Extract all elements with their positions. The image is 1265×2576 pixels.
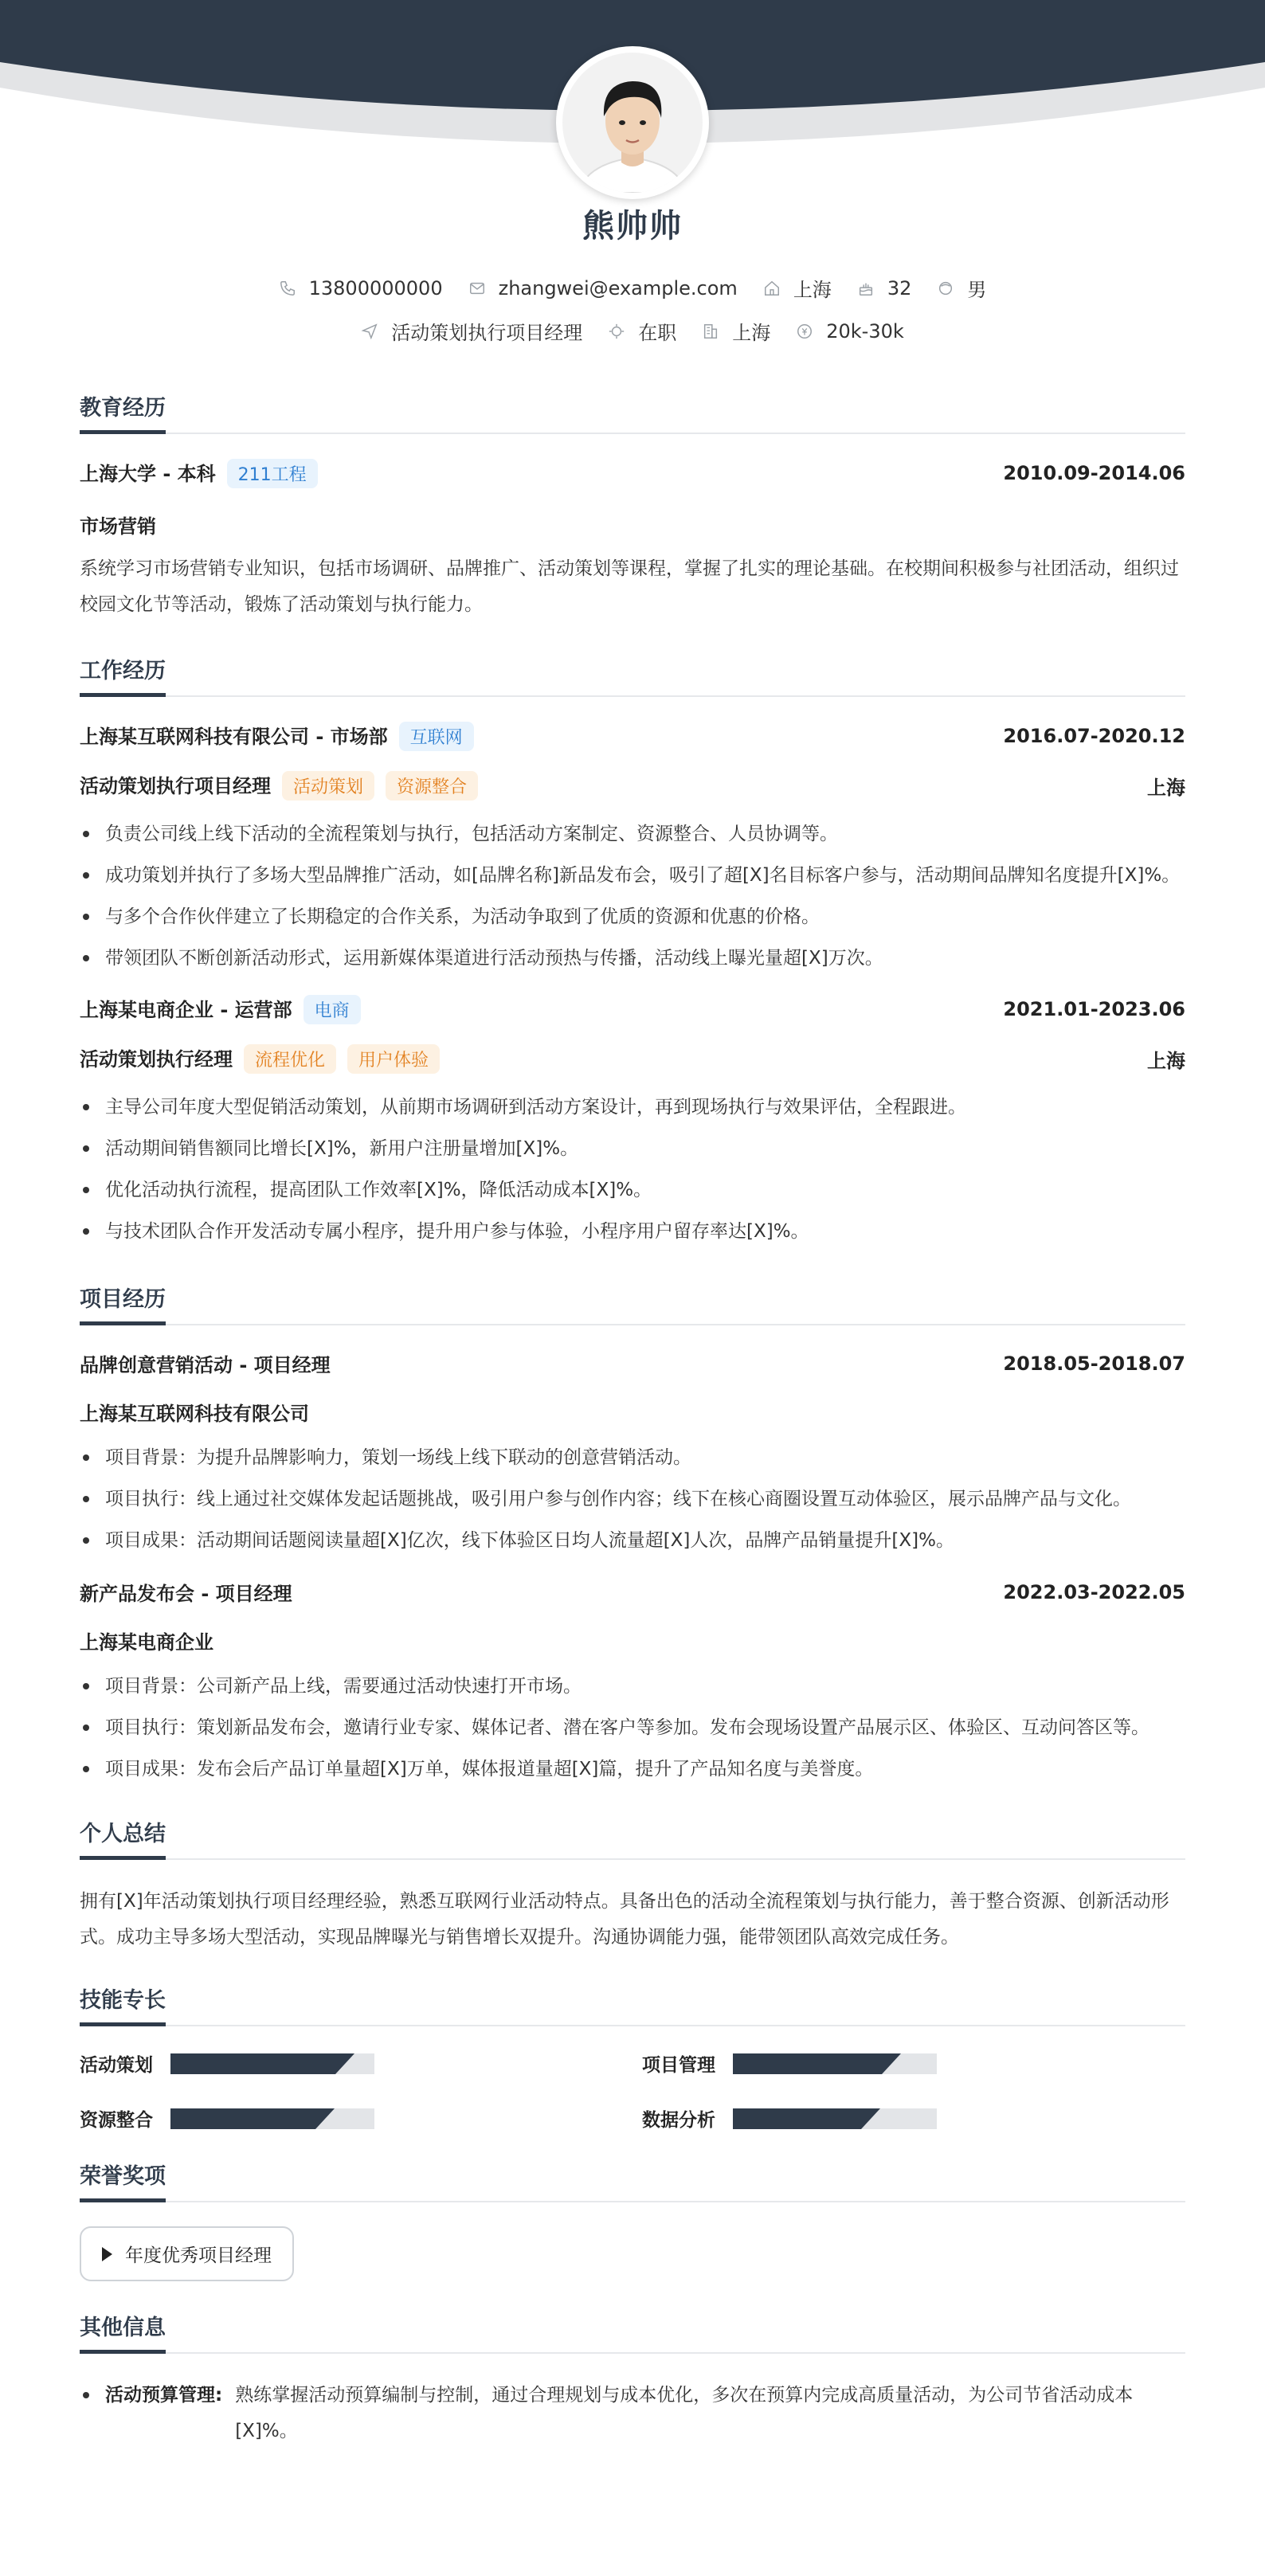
candidate-name: 熊帅帅: [582, 208, 683, 245]
money-icon: [796, 323, 813, 340]
work-section: [80, 653, 1185, 1250]
skill-item: 活动策划: [80, 2050, 642, 2077]
section-title: 其他信息: [80, 2310, 1185, 2354]
city-item: [702, 317, 770, 345]
hometown-item: [763, 274, 832, 302]
gender-icon: [937, 280, 954, 297]
section-title: 教育经历: [80, 390, 1185, 434]
mail-icon: [468, 280, 486, 297]
list-item: 项目成果：发布会后产品订单量超[X]万单，媒体报道量超[X]篇，提升了产品知名度与美誉度。: [80, 1752, 1185, 1787]
phone-icon: [279, 280, 296, 297]
project-bullets: [80, 1669, 1185, 1787]
email-item: [468, 277, 738, 299]
education-description: 系统学习市场营销专业知识，包括市场调研、品牌推广、活动策划等课程，掌握了扎实的理论基础。在校期间积极参与社团活动，组织过校园文化节等活动，锻炼了活动策划与执行能力。: [80, 558, 1179, 615]
education-major: 市场营销: [80, 515, 156, 538]
awards-section: [80, 2159, 1185, 2281]
skill-tag: 流程优化: [244, 1044, 336, 1074]
list-item: 带领团队不断创新活动形式，运用新媒体渠道进行活动预热与传播，活动线上曝光量超[X]万次。: [80, 941, 1185, 977]
award-label: 年度优秀项目经理: [125, 2245, 272, 2266]
project-date: 2018.05-2018.07: [1003, 1352, 1185, 1375]
project-title: 品牌创意营销活动 - 项目经理: [80, 1354, 331, 1376]
age-text: 32: [887, 276, 912, 299]
other-item: [80, 2378, 1185, 2449]
resume-content: [80, 390, 1185, 2449]
list-item: 与多个合作伙伴建立了长期稳定的合作关系，为活动争取到了优质的资源和优惠的价格。: [80, 899, 1185, 935]
summary-text: 拥有[X]年活动策划执行项目经理经验，熟悉互联网行业活动特点。具备出色的活动全流程策划与执行能力，善于整合资源、创新活动形式。成功主导多场大型活动，实现品牌曝光与销售增长双提升。沟通协调能力强，能带领团队高效完成任务。: [80, 1891, 1169, 1948]
work-position: 活动策划执行经理 流程优化 用户体验: [80, 1043, 440, 1074]
skill-bar: [170, 2108, 374, 2129]
section-title: 技能专长: [80, 1983, 1185, 2026]
skill-item: 数据分析: [642, 2105, 1185, 2132]
skill-bar-fill: [170, 2053, 335, 2074]
skill-tag: 用户体验: [347, 1044, 440, 1074]
project-title: 新产品发布会 - 项目经理: [80, 1583, 292, 1605]
list-item: 与技术团队合作开发活动专属小程序，提升用户参与体验，小程序用户留存率达[X]%。: [80, 1214, 1185, 1250]
summary-section: [80, 1816, 1185, 1955]
list-item: 项目执行：线上通过社交媒体发起话题挑战，吸引用户参与创作内容；线下在核心商圈设置互动体验区，展示品牌产品与文化。: [80, 1482, 1185, 1517]
list-item: 主导公司年度大型促销活动策划，从前期市场调研到活动方案设计，再到现场执行与效果评估，全程跟进。: [80, 1090, 1185, 1126]
list-item: 优化活动执行流程，提高团队工作效率[X]%，降低活动成本[X]%。: [80, 1173, 1185, 1208]
education-section: [80, 390, 1185, 623]
gender-item: [937, 274, 986, 302]
skill-item: 项目管理: [642, 2050, 1185, 2077]
skill-bar-fill: [733, 2108, 861, 2129]
work-entry: [80, 994, 1185, 1250]
email-text: zhangwei@example.com: [498, 276, 738, 299]
building-icon: [702, 323, 719, 340]
skill-tag: 资源整合: [386, 771, 478, 801]
list-item: 项目执行：策划新品发布会，邀请行业专家、媒体记者、潜在客户等参加。发布会现场设置产品展示区、体验区、互动问答区等。: [80, 1710, 1185, 1746]
education-date: 2010.09-2014.06: [1003, 462, 1185, 484]
target-position-text: 活动策划执行项目经理: [391, 322, 583, 344]
section-title: 荣誉奖项: [80, 2159, 1185, 2202]
work-city: 上海: [1147, 776, 1185, 799]
project-company: 上海某电商企业: [80, 1631, 213, 1654]
salary-item: [796, 320, 904, 343]
status-text: 在职: [638, 322, 677, 344]
skills-section: [80, 1983, 1185, 2132]
education-school: 上海大学 - 本科 211工程: [80, 458, 318, 488]
work-date: 2021.01-2023.06: [1003, 998, 1185, 1020]
phone-item: [279, 277, 443, 299]
home-icon: [763, 280, 781, 297]
cake-icon: [857, 280, 875, 297]
avatar: [556, 46, 709, 199]
list-item: 负责公司线上线下活动的全流程策划与执行，包括活动方案制定、资源整合、人员协调等。: [80, 816, 1185, 852]
send-icon: [361, 323, 378, 340]
skill-bar-fill: [170, 2108, 315, 2129]
work-position: 活动策划执行项目经理 活动策划 资源整合: [80, 770, 478, 801]
skill-item: 资源整合: [80, 2105, 642, 2132]
skill-tag: 活动策划: [282, 771, 374, 801]
education-tag: 211工程: [227, 459, 318, 488]
status-item: [608, 317, 676, 345]
project-date: 2022.03-2022.05: [1003, 1580, 1185, 1603]
project-entry: [80, 1349, 1185, 1559]
work-company: 上海某互联网科技有限公司 - 市场部 互联网: [80, 721, 474, 751]
other-key: 活动预算管理:: [105, 2385, 223, 2406]
list-item: 成功策划并执行了多场大型品牌推广活动，如[品牌名称]新品发布会，吸引了超[X]名目标客户参与，活动期间品牌知名度提升[X]%。: [80, 858, 1185, 894]
industry-tag: 电商: [304, 995, 361, 1024]
award-item[interactable]: [80, 2226, 294, 2281]
project-bullets: [80, 1440, 1185, 1559]
industry-tag: 互联网: [399, 722, 474, 751]
section-title: 个人总结: [80, 1816, 1185, 1860]
work-city: 上海: [1147, 1049, 1185, 1072]
list-item: 项目成果：活动期间话题阅读量超[X]亿次，线下体验区日均人流量超[X]人次，品牌产品销量提升[X]%。: [80, 1523, 1185, 1559]
work-date: 2016.07-2020.12: [1003, 725, 1185, 747]
other-section: [80, 2310, 1185, 2449]
gender-text: 男: [967, 279, 987, 301]
hometown-text: 上海: [793, 279, 832, 301]
work-entry: [80, 721, 1185, 977]
target-city-text: 上海: [732, 322, 771, 344]
status-icon: [608, 323, 625, 340]
job-intention-row: [0, 317, 1265, 345]
section-title: 项目经历: [80, 1282, 1185, 1325]
project-company: 上海某互联网科技有限公司: [80, 1403, 309, 1425]
position-item: [361, 317, 582, 345]
skill-bar: [733, 2108, 937, 2129]
phone-text: 13800000000: [308, 276, 443, 299]
skill-bar-fill: [733, 2053, 882, 2074]
list-item: 项目背景：为提升品牌影响力，策划一场线上线下联动的创意营销活动。: [80, 1440, 1185, 1476]
project-entry: [80, 1578, 1185, 1787]
other-value: 熟练掌握活动预算编制与控制，通过合理规划与成本优化，多次在预算内完成高质量活动，为公司节省活动成本[X]%。: [235, 2385, 1134, 2441]
work-bullets: [80, 816, 1185, 977]
skill-bar: [170, 2053, 374, 2074]
section-title: 工作经历: [80, 653, 1185, 697]
age-item: [857, 277, 912, 299]
skills-grid: [80, 2050, 1185, 2132]
contact-info-row: [0, 274, 1265, 302]
projects-section: [80, 1282, 1185, 1787]
skill-bar: [733, 2053, 937, 2074]
play-icon: [102, 2247, 112, 2261]
list-item: 项目背景：公司新产品上线，需要通过活动快速打开市场。: [80, 1669, 1185, 1705]
salary-text: 20k-30k: [826, 319, 904, 343]
work-company: 上海某电商企业 - 运营部 电商: [80, 994, 361, 1024]
list-item: 活动期间销售额同比增长[X]%，新用户注册量增加[X]%。: [80, 1131, 1185, 1167]
work-bullets: [80, 1090, 1185, 1250]
